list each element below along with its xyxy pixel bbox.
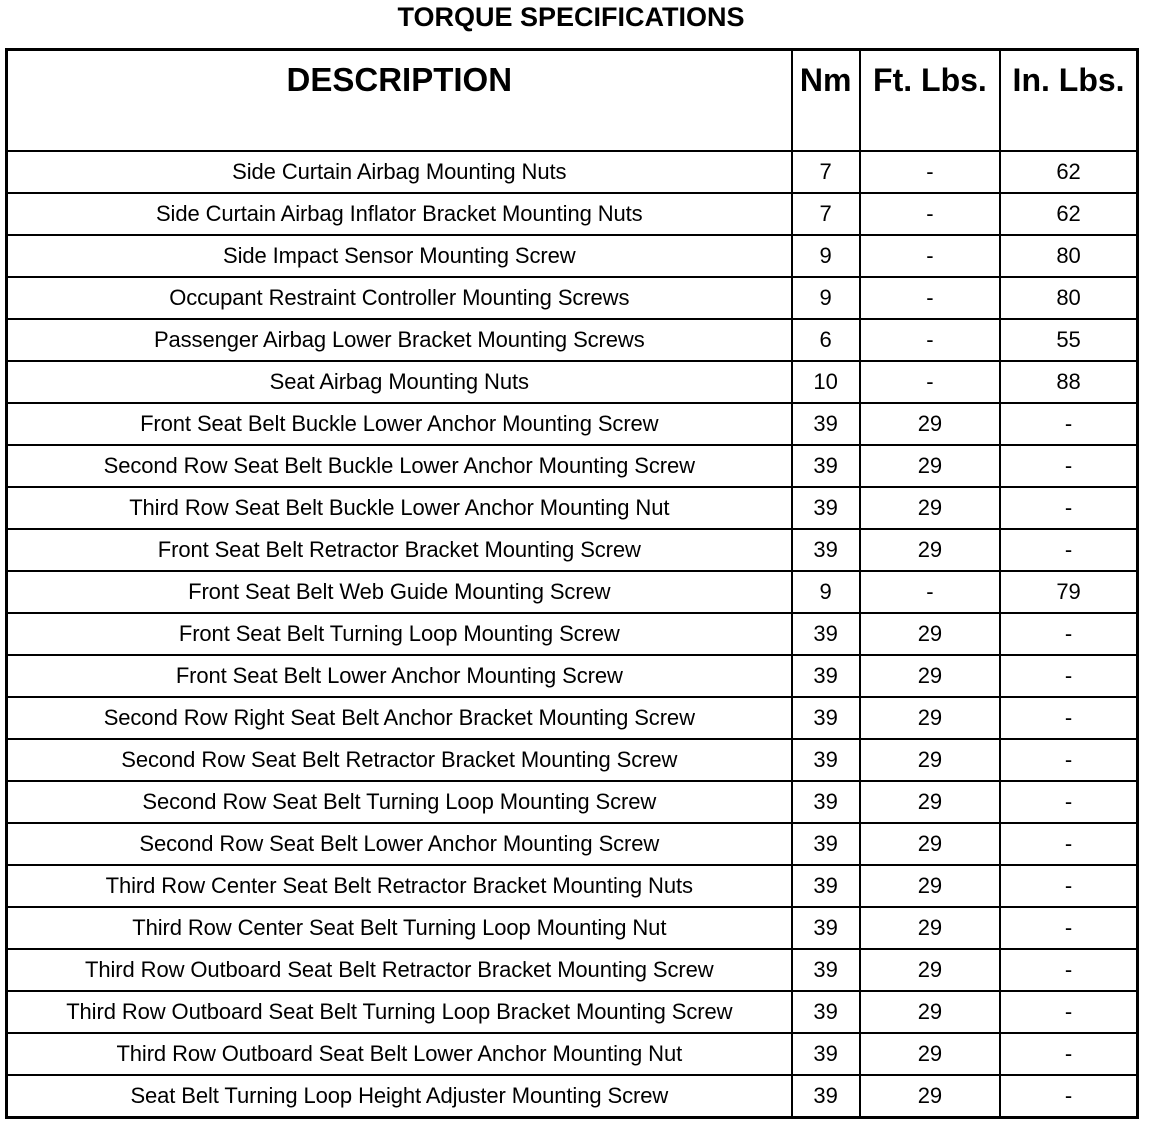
nm-column-header: Nm <box>792 50 860 152</box>
nm-cell: 39 <box>792 781 860 823</box>
nm-cell: 39 <box>792 823 860 865</box>
nm-cell: 39 <box>792 949 860 991</box>
table-row <box>7 1075 1138 1118</box>
in-lbs-cell: - <box>1000 655 1137 697</box>
ft-lbs-cell: 29 <box>860 739 1000 781</box>
description-cell: Front Seat Belt Retractor Bracket Mounting Screw <box>7 529 792 571</box>
in-lbs-cell: - <box>1000 613 1137 655</box>
ft-lbs-cell: 29 <box>860 823 1000 865</box>
table-row <box>7 907 1138 949</box>
table-row <box>7 697 1138 739</box>
in-lbs-cell: - <box>1000 865 1137 907</box>
ft-lbs-cell: 29 <box>860 865 1000 907</box>
description-cell: Seat Airbag Mounting Nuts <box>7 361 792 403</box>
description-cell: Third Row Seat Belt Buckle Lower Anchor Mounting Nut <box>7 487 792 529</box>
nm-cell: 39 <box>792 1075 860 1118</box>
description-cell: Front Seat Belt Buckle Lower Anchor Mounting Screw <box>7 403 792 445</box>
description-cell: Second Row Seat Belt Turning Loop Mounting Screw <box>7 781 792 823</box>
in-lbs-cell: - <box>1000 949 1137 991</box>
ft-lbs-cell: - <box>860 235 1000 277</box>
description-column-header: DESCRIPTION <box>7 50 792 152</box>
in-lbs-cell: 88 <box>1000 361 1137 403</box>
nm-cell: 9 <box>792 277 860 319</box>
description-cell: Second Row Seat Belt Lower Anchor Mounting Screw <box>7 823 792 865</box>
in-lbs-cell: - <box>1000 403 1137 445</box>
ft-lbs-cell: 29 <box>860 1033 1000 1075</box>
table-row <box>7 655 1138 697</box>
table-row <box>7 529 1138 571</box>
nm-cell: 39 <box>792 907 860 949</box>
table-row <box>7 865 1138 907</box>
ft-lbs-cell: 29 <box>860 991 1000 1033</box>
table-row <box>7 319 1138 361</box>
nm-cell: 39 <box>792 403 860 445</box>
table-row <box>7 193 1138 235</box>
table-row <box>7 739 1138 781</box>
table-row <box>7 487 1138 529</box>
table-row <box>7 613 1138 655</box>
in-lbs-cell: - <box>1000 991 1137 1033</box>
nm-cell: 39 <box>792 739 860 781</box>
description-cell: Front Seat Belt Lower Anchor Mounting Screw <box>7 655 792 697</box>
in-lbs-cell: - <box>1000 1075 1137 1118</box>
nm-cell: 9 <box>792 235 860 277</box>
in-lbs-cell: - <box>1000 445 1137 487</box>
table-row <box>7 823 1138 865</box>
nm-cell: 39 <box>792 865 860 907</box>
table-row <box>7 781 1138 823</box>
page-title: TORQUE SPECIFICATIONS <box>397 2 745 32</box>
in-lbs-cell: - <box>1000 739 1137 781</box>
nm-cell: 6 <box>792 319 860 361</box>
nm-cell: 7 <box>792 193 860 235</box>
in-lbs-cell: - <box>1000 1033 1137 1075</box>
ft-lbs-cell: - <box>860 361 1000 403</box>
nm-cell: 39 <box>792 487 860 529</box>
ft-lbs-cell: - <box>860 193 1000 235</box>
ft-lbs-cell: 29 <box>860 529 1000 571</box>
description-cell: Seat Belt Turning Loop Height Adjuster Mounting Screw <box>7 1075 792 1118</box>
ft-lbs-cell: 29 <box>860 613 1000 655</box>
torque-spec-table <box>5 48 1139 1119</box>
ft-lbs-cell: 29 <box>860 403 1000 445</box>
nm-cell: 7 <box>792 151 860 193</box>
table-row <box>7 235 1138 277</box>
ft-lbs-cell: 29 <box>860 445 1000 487</box>
in-lbs-column-header: In. Lbs. <box>1000 50 1137 152</box>
header-row <box>7 50 1138 152</box>
ft-lbs-cell: - <box>860 319 1000 361</box>
description-cell: Third Row Outboard Seat Belt Retractor Bracket Mounting Screw <box>7 949 792 991</box>
table-row <box>7 991 1138 1033</box>
in-lbs-cell: - <box>1000 697 1137 739</box>
ft-lbs-cell: 29 <box>860 781 1000 823</box>
ft-lbs-cell: 29 <box>860 655 1000 697</box>
in-lbs-cell: 79 <box>1000 571 1137 613</box>
table-row <box>7 403 1138 445</box>
table-row <box>7 445 1138 487</box>
description-cell: Passenger Airbag Lower Bracket Mounting Screws <box>7 319 792 361</box>
in-lbs-cell: 55 <box>1000 319 1137 361</box>
table-row <box>7 1033 1138 1075</box>
ft-lbs-cell: 29 <box>860 1075 1000 1118</box>
ft-lbs-cell: 29 <box>860 949 1000 991</box>
nm-cell: 39 <box>792 697 860 739</box>
table-body <box>7 151 1138 1118</box>
description-cell: Second Row Right Seat Belt Anchor Bracket Mounting Screw <box>7 697 792 739</box>
description-cell: Second Row Seat Belt Buckle Lower Anchor Mounting Screw <box>7 445 792 487</box>
description-cell: Occupant Restraint Controller Mounting Screws <box>7 277 792 319</box>
in-lbs-cell: - <box>1000 907 1137 949</box>
ft-lbs-cell: - <box>860 277 1000 319</box>
description-cell: Third Row Outboard Seat Belt Lower Anchor Mounting Nut <box>7 1033 792 1075</box>
ft-lbs-column-header: Ft. Lbs. <box>860 50 1000 152</box>
ft-lbs-cell: 29 <box>860 487 1000 529</box>
table-row <box>7 949 1138 991</box>
ft-lbs-cell: - <box>860 151 1000 193</box>
nm-cell: 10 <box>792 361 860 403</box>
nm-cell: 39 <box>792 655 860 697</box>
in-lbs-cell: 80 <box>1000 235 1137 277</box>
description-cell: Third Row Center Seat Belt Retractor Bracket Mounting Nuts <box>7 865 792 907</box>
in-lbs-cell: - <box>1000 487 1137 529</box>
table-row <box>7 571 1138 613</box>
description-cell: Side Impact Sensor Mounting Screw <box>7 235 792 277</box>
ft-lbs-cell: - <box>860 571 1000 613</box>
in-lbs-cell: - <box>1000 823 1137 865</box>
nm-cell: 39 <box>792 529 860 571</box>
table-row <box>7 361 1138 403</box>
table-row <box>7 277 1138 319</box>
in-lbs-cell: - <box>1000 529 1137 571</box>
in-lbs-cell: - <box>1000 781 1137 823</box>
description-cell: Side Curtain Airbag Mounting Nuts <box>7 151 792 193</box>
nm-cell: 39 <box>792 991 860 1033</box>
ft-lbs-cell: 29 <box>860 907 1000 949</box>
in-lbs-cell: 80 <box>1000 277 1137 319</box>
nm-cell: 39 <box>792 445 860 487</box>
in-lbs-cell: 62 <box>1000 193 1137 235</box>
description-cell: Third Row Center Seat Belt Turning Loop Mounting Nut <box>7 907 792 949</box>
description-cell: Front Seat Belt Web Guide Mounting Screw <box>7 571 792 613</box>
description-cell: Side Curtain Airbag Inflator Bracket Mounting Nuts <box>7 193 792 235</box>
table-row <box>7 151 1138 193</box>
nm-cell: 9 <box>792 571 860 613</box>
ft-lbs-cell: 29 <box>860 697 1000 739</box>
description-cell: Front Seat Belt Turning Loop Mounting Screw <box>7 613 792 655</box>
nm-cell: 39 <box>792 1033 860 1075</box>
table-header <box>7 50 1138 152</box>
in-lbs-cell: 62 <box>1000 151 1137 193</box>
nm-cell: 39 <box>792 613 860 655</box>
description-cell: Third Row Outboard Seat Belt Turning Loop Bracket Mounting Screw <box>7 991 792 1033</box>
description-cell: Second Row Seat Belt Retractor Bracket Mounting Screw <box>7 739 792 781</box>
